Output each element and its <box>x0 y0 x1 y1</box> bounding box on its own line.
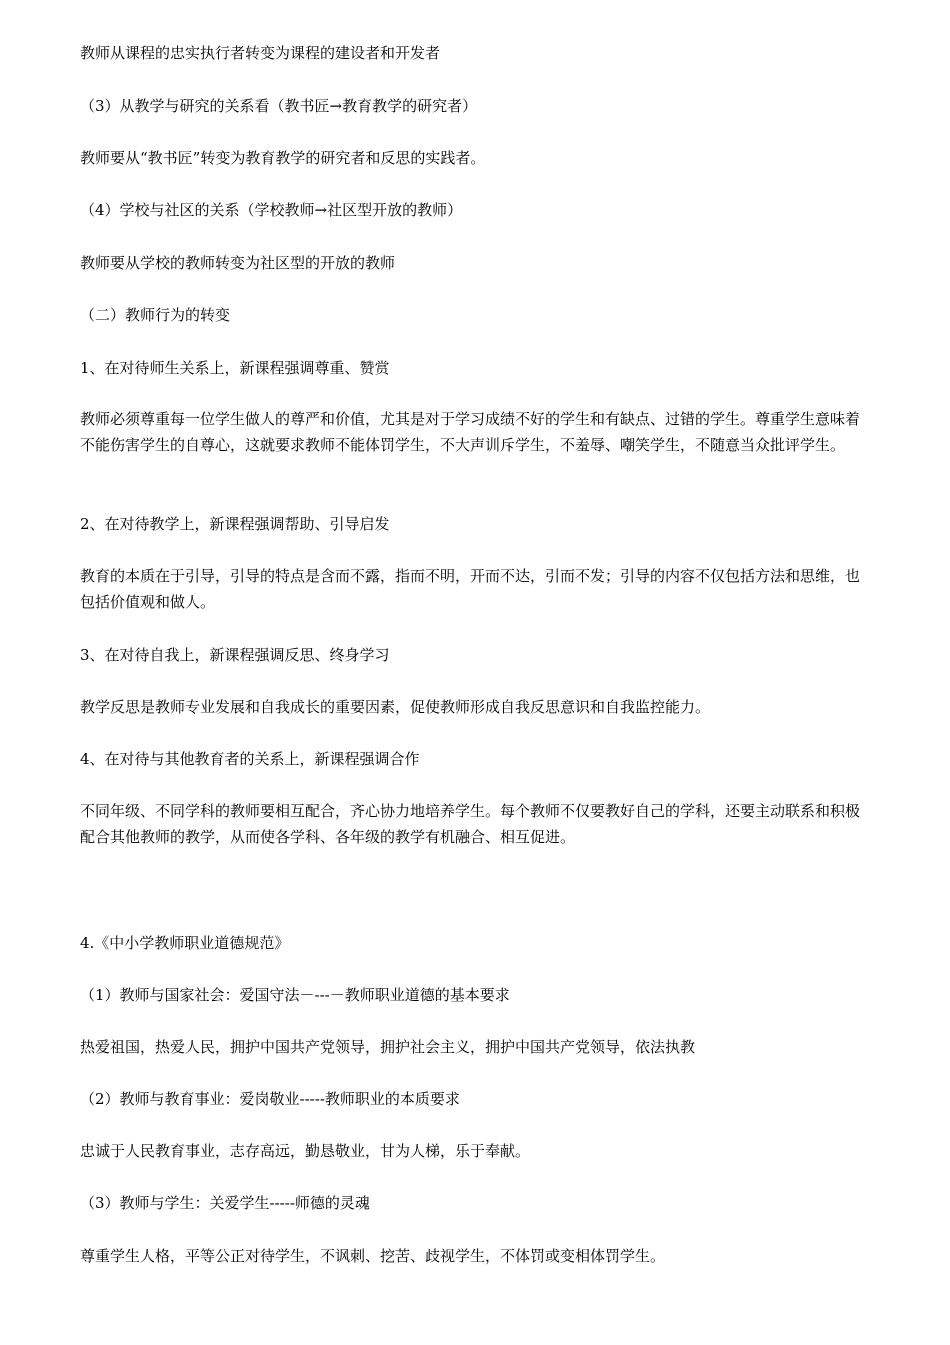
paragraph-teacher-as-developer: 教师从课程的忠实执行者转变为课程的建设者和开发者 <box>80 44 441 62</box>
heading-code-of-ethics: 4.《中小学教师职业道德规范》 <box>80 934 290 952</box>
paragraph-teaching-researcher: 教师要从“教书匠”转变为教育教学的研究者和反思的实践者。 <box>80 149 486 167</box>
paragraph-respect-student-dignity: 尊重学生人格，平等公正对待学生，不讽刺、挖苦、歧视学生，不体罚或变相体罚学生。 <box>80 1247 666 1265</box>
heading-cooperation: 4、在对待与其他教育者的关系上，新课程强调合作 <box>80 750 420 768</box>
heading-respect-appreciation: 1、在对待师生关系上，新课程强调尊重、赞赏 <box>80 359 390 377</box>
heading-country-society: （1）教师与国家社会：爱国守法－---－教师职业道德的基本要求 <box>80 986 510 1004</box>
paragraph-love-country: 热爱祖国，热爱人民，拥护中国共产党领导，拥护社会主义，拥护中国共产党领导，依法执教 <box>80 1038 696 1056</box>
paragraph-teaching-reflection: 教学反思是教师专业发展和自我成长的重要因素，促使教师形成自我反思意识和自我监控能力。 <box>80 698 711 716</box>
heading-help-guidance: 2、在对待教学上，新课程强调帮助、引导启发 <box>80 515 390 533</box>
paragraph-cooperation: 不同年级、不同学科的教师要相互配合，齐心协力地培养学生。每个教师不仅要教好自己的学科，还要主动联系和积极配合其他教师的教学，从而使各学科、各年级的教学有机融合、相互促进。 <box>80 802 861 846</box>
heading-teaching-research: （3）从教学与研究的关系看（教书匠→教育教学的研究者） <box>80 97 478 115</box>
paragraph-respect-students: 教师必须尊重每一位学生做人的尊严和价值，尤其是对于学习成绩不好的学生和有缺点、过错的学生。尊重学生意味着不能伤害学生的自尊心，这就要求教师不能体罚学生，不大声训斥学生，不羞辱、嘲笑学生，不随意当众批评学生。 <box>80 410 861 454</box>
heading-education-career: （2）教师与教育事业：爱岗敬业-----教师职业的本质要求 <box>80 1090 460 1108</box>
heading-school-community: （4）学校与社区的关系（学校教师→社区型开放的教师） <box>80 201 463 219</box>
paragraph-dedication: 忠诚于人民教育事业，志存高远，勤恳敬业，甘为人梯，乐于奉献。 <box>80 1142 531 1160</box>
paragraph-community-teacher: 教师要从学校的教师转变为社区型的开放的教师 <box>80 254 396 272</box>
paragraph-essence-of-education: 教育的本质在于引导，引导的特点是含而不露，指而不明，开而不达，引而不发；引导的内容不仅包括方法和思维，也包括价值观和做人。 <box>80 567 861 611</box>
heading-teacher-behavior: （二）教师行为的转变 <box>80 306 231 324</box>
heading-reflection-lifelong-learning: 3、在对待自我上，新课程强调反思、终身学习 <box>80 646 390 664</box>
heading-care-students: （3）教师与学生：关爱学生-----师德的灵魂 <box>80 1194 370 1212</box>
